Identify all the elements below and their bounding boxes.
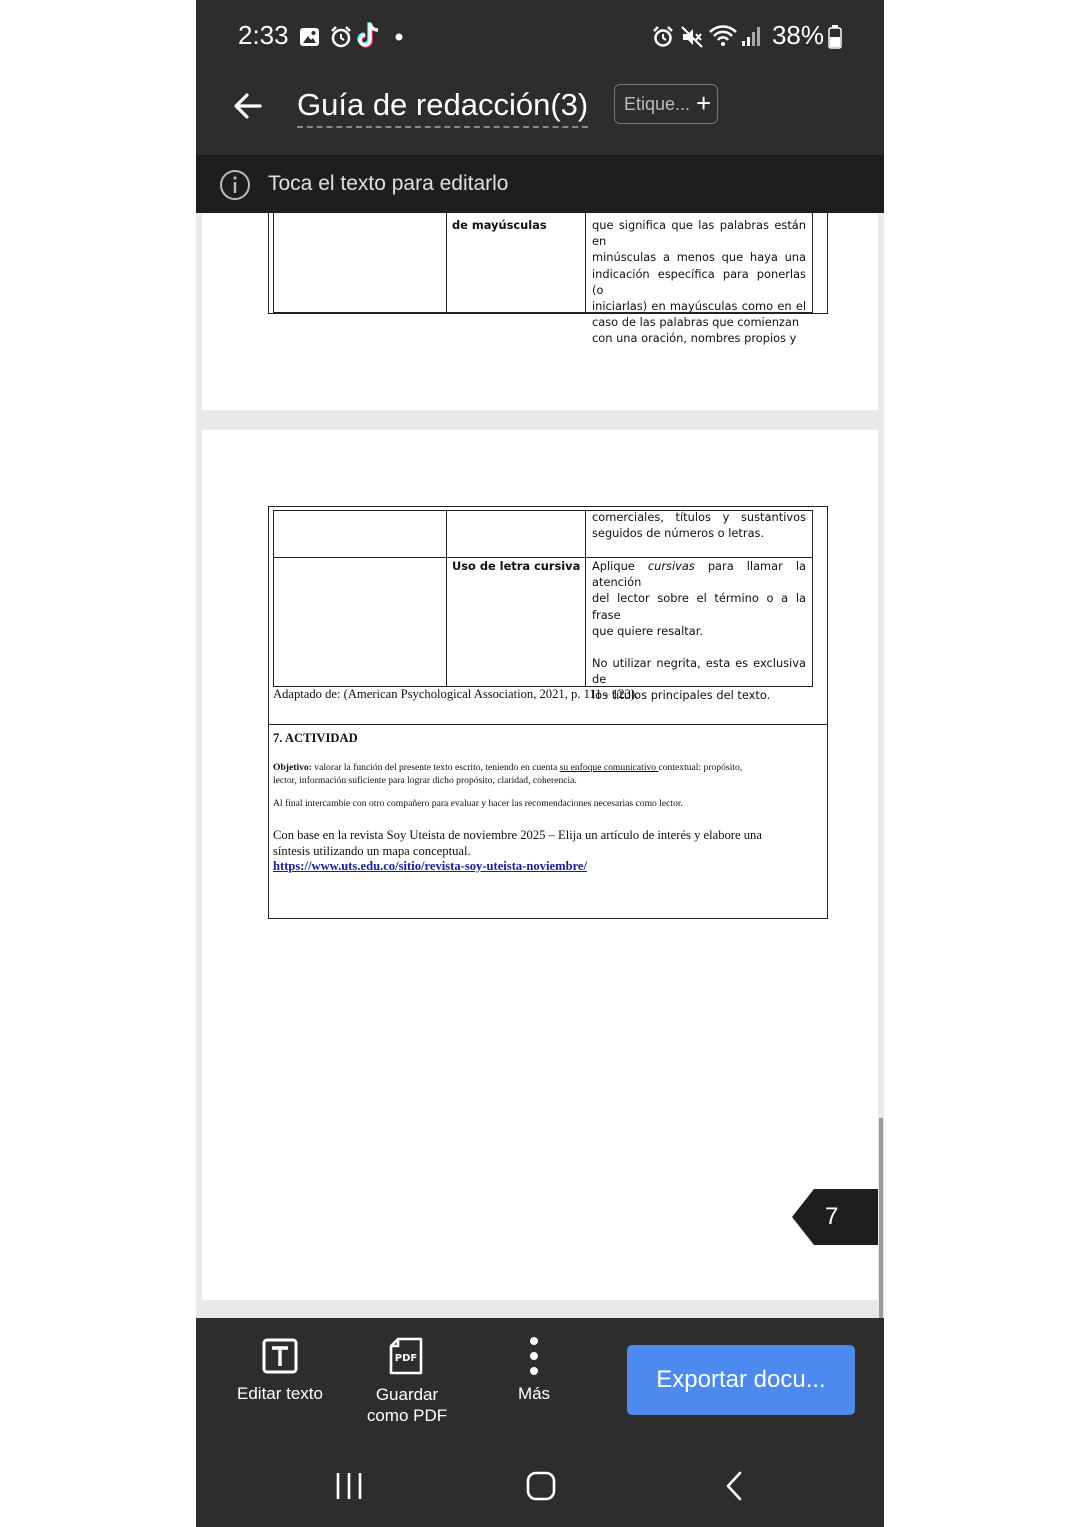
row-label-cursiva: Uso de letra cursiva (452, 559, 581, 573)
edit-text-icon (262, 1338, 298, 1374)
phone-screen (196, 0, 884, 1527)
edit-text-label: Editar texto (237, 1384, 323, 1403)
row-text-mayusculas: que significa que las palabras están en minúsculas a menos que haya una indicación específica para ponerlas (o iniciarlas) en mayúsculas como en el caso de las palabras que comienzan con una oración, nombres propios y (592, 218, 806, 346)
scrollbar-thumb[interactable] (879, 1118, 883, 1318)
signal-icon (741, 25, 763, 47)
mute-icon (680, 25, 704, 49)
plus-icon: + (696, 88, 712, 118)
bottom-toolbar (196, 1318, 884, 1444)
alarm-icon (329, 25, 353, 49)
gallery-icon (299, 27, 320, 47)
edit-hint-banner (196, 155, 884, 213)
edit-text-button[interactable] (216, 1318, 344, 1444)
wifi-icon (708, 24, 738, 48)
home-icon[interactable] (526, 1471, 556, 1501)
more-label: Más (517, 1384, 551, 1403)
status-bar (196, 0, 884, 74)
back-nav-icon[interactable] (722, 1471, 746, 1501)
exchange-instruction: Al final intercambie con otro compañero para evaluar y hacer las recomendaciones necesarias como lector. (273, 798, 683, 809)
svg-text:PDF: PDF (394, 1353, 418, 1364)
task-paragraph: Con base en la revista Soy Uteista de noviembre 2025 – Elija un artículo de interés y elabore una síntesis utilizando un mapa conceptual. (273, 828, 762, 858)
pdf-file-icon (388, 1337, 424, 1375)
add-tag-button[interactable] (614, 84, 718, 124)
more-vertical-icon (528, 1336, 540, 1376)
save-pdf-label: Guardar como PDF (366, 1385, 448, 1425)
document-title[interactable]: Guía de redacción(3) (297, 86, 588, 128)
magazine-link[interactable]: https://www.uts.edu.co/sitio/revista-soy-uteista-noviembre/ (273, 859, 588, 873)
export-document-button[interactable]: Exportar docu... (627, 1345, 855, 1415)
edit-hint-text: Toca el texto para editarlo (268, 172, 509, 195)
info-icon (219, 169, 251, 201)
row-text-cursiva: Aplique cursivas para llamar la atención del lector sobre el término o a la frase que quiere resaltar. No utilizar negrita, esta es exclusiva de los títulos principales del texto. (592, 559, 806, 703)
status-time: 2:33 (238, 20, 289, 50)
document-page-7[interactable] (202, 430, 878, 1300)
objective-paragraph: Objetivo: valorar la función del presente texto escrito, teniendo en cuenta su enfoque comunicativo contextual: propósito, lector, información suficiente para lograr dicho propósito, claridad, coherencia. (273, 762, 743, 786)
app-header (196, 74, 884, 155)
adapted-from-citation: Adaptado de: (American Psychological Association, 2021, p. 111 - 123). (273, 687, 639, 701)
page-number-indicator[interactable] (792, 1189, 878, 1245)
system-navigation-bar (196, 1444, 884, 1527)
document-page-previous[interactable] (202, 213, 878, 410)
row-label-mayusculas: de mayúsculas (452, 218, 547, 232)
more-button[interactable] (486, 1318, 582, 1444)
recent-apps-icon[interactable] (334, 1471, 364, 1501)
notification-dot-icon (395, 33, 403, 41)
back-arrow-icon[interactable] (232, 90, 264, 122)
save-pdf-button[interactable] (344, 1318, 470, 1444)
activity-heading: 7. ACTIVIDAD (273, 731, 358, 745)
tiktok-icon (357, 21, 381, 49)
continuation-text: comerciales, títulos y sustantivos seguidos de números o letras. (592, 510, 806, 541)
tag-chip-label: Etique... (624, 94, 691, 114)
battery-percentage: 38% (771, 20, 824, 50)
page-number: 7 (825, 1203, 839, 1230)
alarm-status-icon (651, 25, 675, 49)
battery-icon (828, 25, 842, 49)
